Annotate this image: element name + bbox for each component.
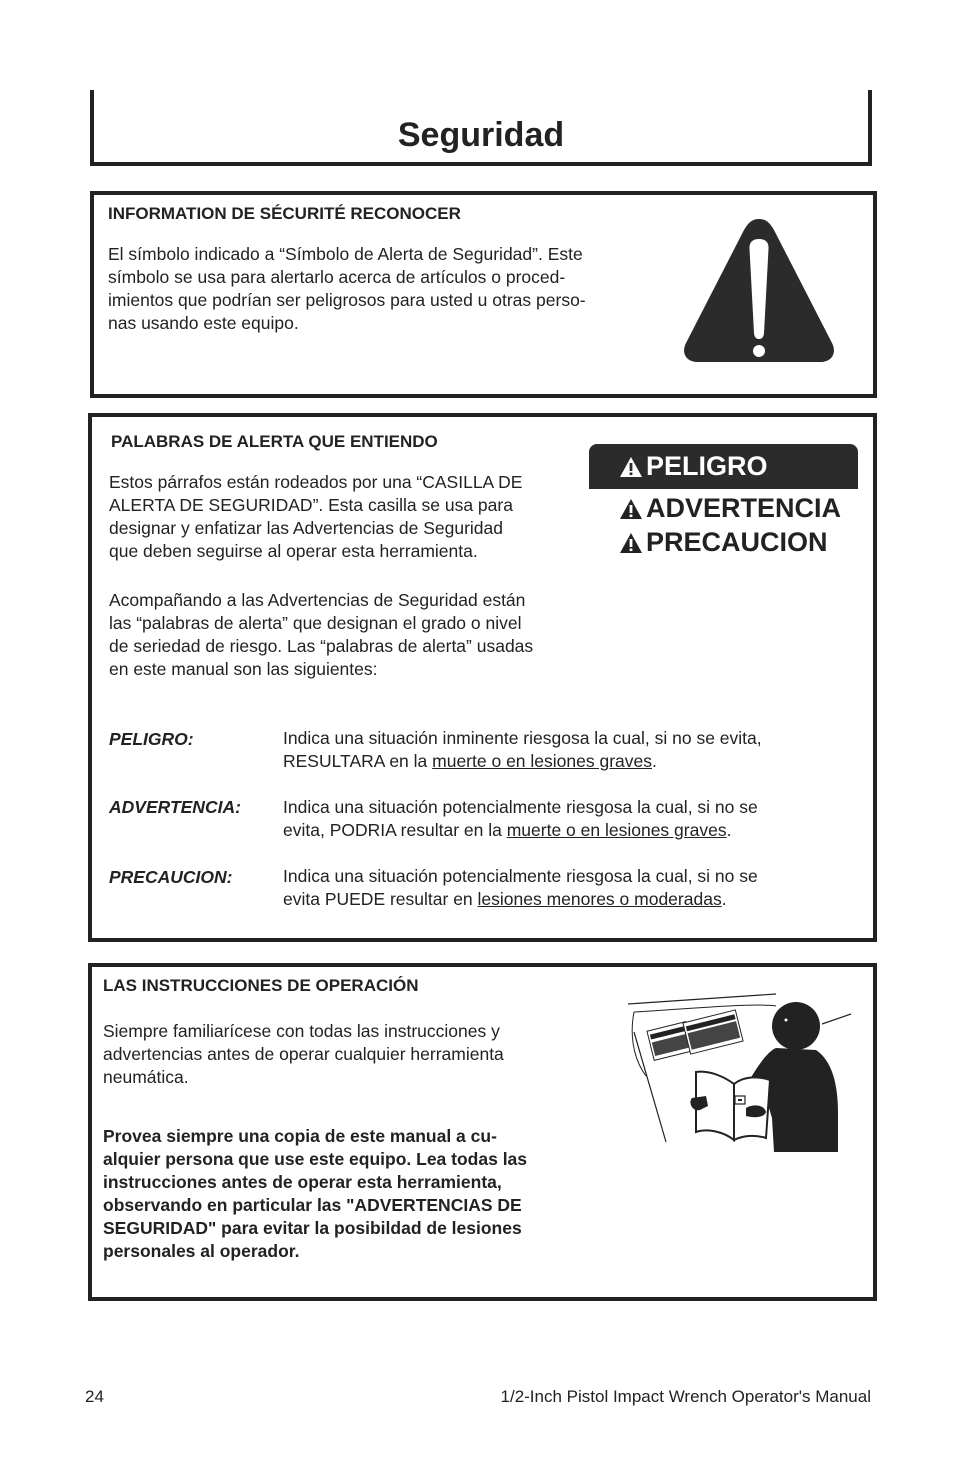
definition-text-caution: Indica una situación potencialmente riesgosa la cual, si no se evita PUEDE resultar en lesiones menores o moderadas. [283, 866, 758, 909]
warning-signal-label: ADVERTENCIA [619, 493, 841, 524]
operating-instructions-para2: Provea siempre una copia de este manual a cu- alquier persona que use este equipo. Lea todas las instrucciones antes de operar esta herramienta, observando en particular las "ADVERTENCIAS DE SEGURIDAD" para evitar la posibildad de lesiones personales al operador. [103, 1126, 528, 1261]
safety-alert-triangle-icon [680, 215, 838, 365]
definition-term-warning: ADVERTENCIA: [109, 797, 241, 817]
definition-text-warning: Indica una situación potencialmente riesgosa la cual, si no se evita, PODRIA resultar en la muerte o en lesiones graves. [283, 797, 758, 840]
definition-term-caution: PRECAUCION: [109, 867, 233, 887]
safety-info-heading: INFORMATION DE SÉCURITÉ RECONOCER [108, 204, 461, 223]
signal-words-heading: PALABRAS DE ALERTA QUE ENTIENDO [111, 432, 438, 451]
safety-info-text: El símbolo indicado a “Símbolo de Alerta de Seguridad”. Este símbolo se usa para alertarlo acerca de artículos o proced- imientos que podrían ser peligrosos para usted u otras perso- nas usando este equipo. [108, 244, 586, 333]
operating-instructions-heading: LAS INSTRUCCIONES DE OPERACIÓN [103, 976, 419, 995]
alert-triangle-icon [619, 498, 643, 520]
definition-term-danger: PELIGRO: [109, 729, 194, 749]
alert-triangle-icon [619, 532, 643, 554]
page-title: Seguridad [397, 116, 565, 154]
danger-signal-label: PELIGRO [589, 444, 858, 489]
manual-title: 1/2-Inch Pistol Impact Wrench Operator's Manual [500, 1387, 871, 1406]
page-number: 24 [85, 1387, 104, 1406]
page-title-box [90, 90, 872, 166]
person-reading-manual-icon [626, 992, 856, 1162]
caution-signal-label: PRECAUCION [619, 527, 828, 558]
operating-instructions-para1: Siempre familiarícese con todas las instrucciones y advertencias antes de operar cualquier herramienta neumática. [103, 1021, 504, 1087]
signal-words-para2: Acompañando a las Advertencias de Seguridad están las “palabras de alerta” que designan el grado o nivel de seriedad de riesgo. Las “palabras de alerta” usadas en este manual son las siguientes: [109, 590, 534, 679]
alert-triangle-icon [619, 456, 643, 478]
definition-text-danger: Indica una situación inminente riesgosa la cual, si no se evita, RESULTARA en la muerte o en lesiones graves. [283, 728, 762, 771]
signal-words-para1: Estos párrafos están rodeados por una “CASILLA DE ALERTA DE SEGURIDAD”. Esta casilla se usa para designar y enfatizar las Advertencias de Seguridad que deben seguirse al operar esta herramienta. [109, 472, 523, 561]
